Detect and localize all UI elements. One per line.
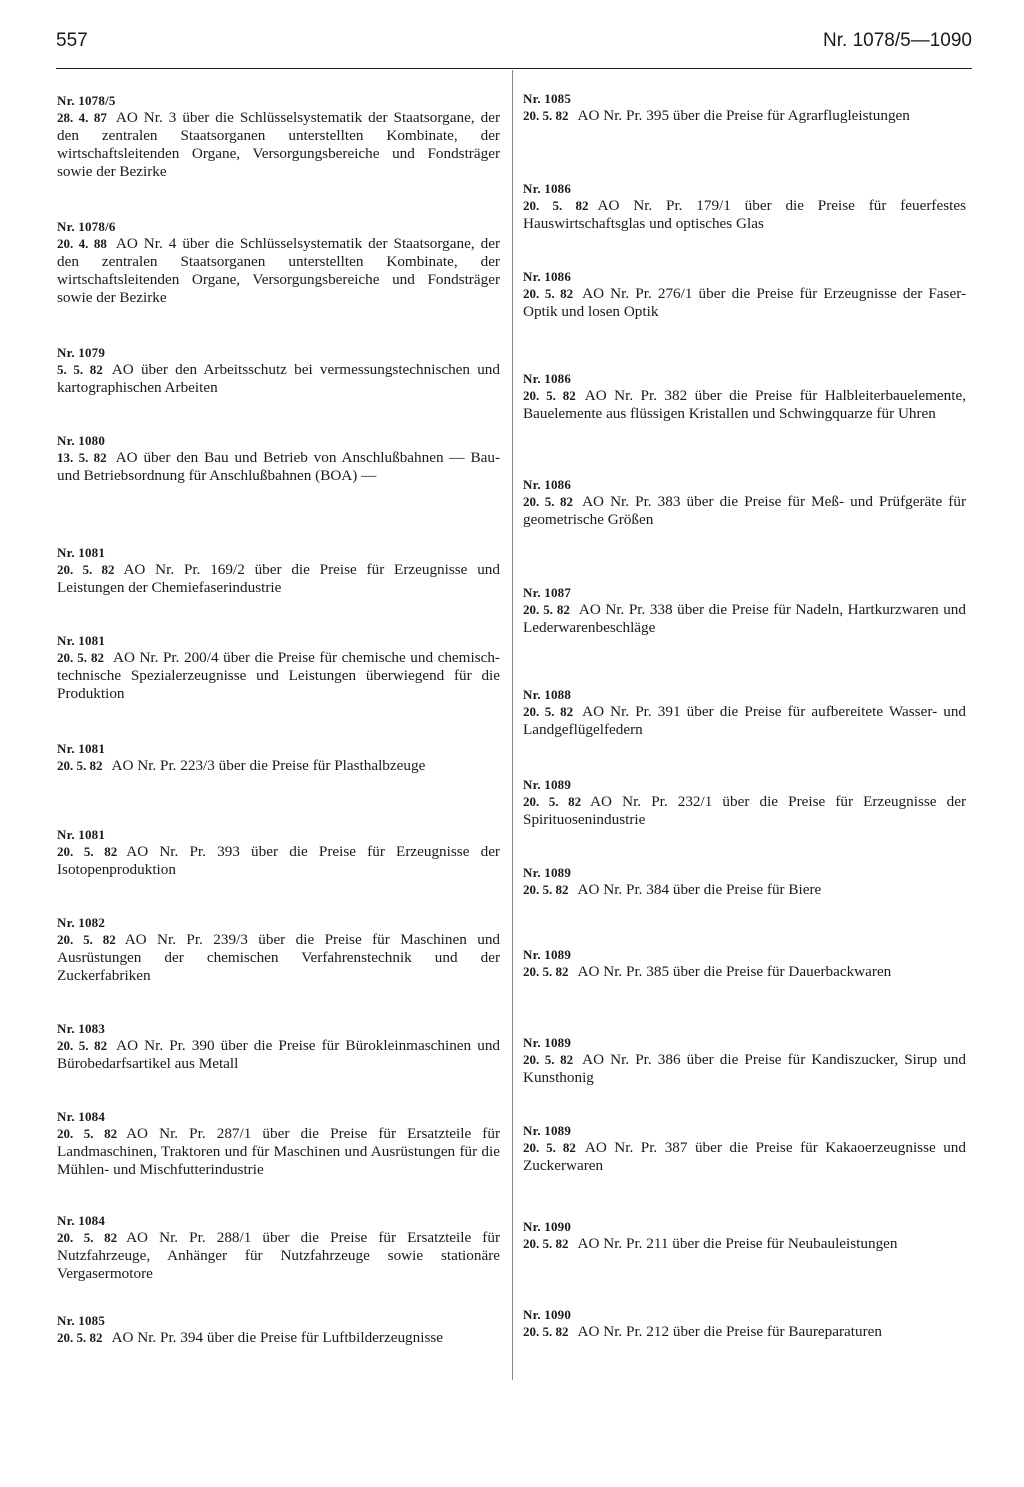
entry-number: Nr. 1089 (523, 865, 572, 880)
entry-title: AO Nr. Pr. 211 über die Preise für Neubauleistungen (577, 1235, 898, 1252)
entry-number: Nr. 1080 (57, 433, 106, 448)
entry-body (523, 387, 966, 423)
entry (57, 344, 500, 397)
entry (523, 584, 966, 637)
entry-date: 20. 5. 82 (523, 964, 569, 979)
entry-date: 20. 5. 82 (57, 650, 104, 665)
entry-number: Nr. 1086 (523, 269, 572, 284)
entry-number: Nr. 1085 (57, 1313, 106, 1328)
entry-title: AO über den Bau und Betrieb von Anschlußbahnen — Bau- und Betriebsordnung für Anschlußbahnen (BOA) — (57, 449, 501, 484)
entry-title: AO Nr. Pr. 223/3 über die Preise für Plasthalbzeuge (111, 757, 426, 774)
entry (523, 180, 966, 233)
entry-number: Nr. 1089 (523, 1123, 572, 1138)
entry-body (57, 561, 500, 597)
entry-date: 20. 5. 82 (523, 882, 569, 897)
entry-date: 20. 5. 82 (523, 108, 569, 123)
entry-title: AO Nr. Pr. 212 über die Preise für Baureparaturen (577, 1323, 883, 1340)
page-number: 557 (56, 30, 88, 51)
entry-number: Nr. 1081 (57, 827, 106, 842)
entry-body (523, 1139, 966, 1175)
entry (57, 740, 500, 775)
entry-body (523, 881, 966, 899)
column-divider (512, 70, 513, 1380)
entry (523, 370, 966, 423)
entry-title: AO Nr. Pr. 387 über die Preise für Kakaoerzeugnisse und Zuckerwaren (523, 1139, 966, 1174)
entry-body (57, 843, 500, 879)
entry-body (523, 493, 966, 529)
entry-date: 20. 5. 82 (523, 494, 574, 509)
entry-title: AO Nr. Pr. 385 über die Preise für Dauerbackwaren (577, 963, 892, 980)
entry-number: Nr. 1081 (57, 545, 106, 560)
entry (57, 632, 500, 703)
entry-title: AO Nr. Pr. 384 über die Preise für Biere (577, 881, 822, 898)
entry (523, 946, 966, 981)
entry-number: Nr. 1090 (523, 1219, 572, 1234)
entry-title: AO Nr. Pr. 169/2 über die Preise für Erzeugnisse und Leistungen der Chemiefaserindustrie (57, 561, 500, 596)
page-header (56, 30, 972, 66)
entry-body (57, 931, 500, 985)
entry-body (523, 285, 966, 321)
entry-title: AO Nr. Pr. 386 über die Preise für Kandiszucker, Sirup und Kunsthonig (523, 1051, 967, 1086)
entry-title: AO Nr. Pr. 179/1 über die Preise für feuerfestes Hauswirtschaftsglas und optisches Glas (523, 197, 966, 232)
entry-title: AO Nr. Pr. 382 über die Preise für Halbleiterbauelemente, Bauelemente aus flüssigen Kristallen und Schwingquarze für Uhren (523, 387, 966, 422)
entry-title: AO Nr. Pr. 200/4 über die Preise für chemische und chemisch-technische Spezialerzeugnisse und Leistungen überwiegend für die Produktion (57, 649, 500, 702)
entry-date: 20. 5. 82 (523, 602, 570, 617)
entry-date: 20. 5. 82 (523, 286, 574, 301)
entry-body (523, 1235, 966, 1253)
entry-title: AO Nr. Pr. 338 über die Preise für Nadeln, Hartkurzwaren und Lederwarenbeschläge (523, 601, 966, 636)
entry-number: Nr. 1078/5 (57, 93, 116, 108)
entry (523, 90, 966, 125)
entry (57, 92, 500, 181)
entry-date: 20. 5. 82 (57, 1230, 118, 1245)
entry (57, 218, 500, 307)
entry-number: Nr. 1085 (523, 91, 572, 106)
entry-number: Nr. 1079 (57, 345, 106, 360)
entry-body (57, 235, 500, 307)
entry-date: 28. 4. 87 (57, 110, 107, 125)
entry-number: Nr. 1084 (57, 1109, 106, 1124)
entry-date: 20. 5. 82 (57, 1038, 108, 1053)
entry-body (57, 449, 500, 485)
entry-body (523, 197, 966, 233)
entry-body (523, 107, 966, 125)
entry-date: 20. 5. 82 (523, 1052, 574, 1067)
entry (523, 776, 966, 829)
entry-date: 5. 5. 82 (57, 362, 103, 377)
entry-date: 20. 5. 82 (523, 1140, 576, 1155)
entry (57, 1108, 500, 1179)
entry-number: Nr. 1081 (57, 741, 106, 756)
entry-title: AO Nr. Pr. 393 über die Preise für Erzeugnisse der Isotopenproduktion (57, 843, 500, 878)
entry-body (57, 649, 500, 703)
entry-title: AO Nr. Pr. 394 über die Preise für Luftbilderzeugnisse (111, 1329, 444, 1346)
entry-number: Nr. 1087 (523, 585, 572, 600)
entry-date: 20. 5. 82 (57, 1126, 118, 1141)
entry (523, 268, 966, 321)
entry-date: 20. 5. 82 (523, 1236, 569, 1251)
entry-date: 20. 5. 82 (523, 1324, 569, 1339)
entry (57, 1020, 500, 1073)
entry-body (523, 703, 966, 739)
entry-body (523, 601, 966, 637)
entry-number: Nr. 1082 (57, 915, 106, 930)
entry (523, 1218, 966, 1253)
entry-date: 20. 5. 82 (523, 388, 576, 403)
entry-date: 20. 5. 82 (57, 758, 103, 773)
entry (57, 544, 500, 597)
entry-number: Nr. 1089 (523, 947, 572, 962)
entry-title: AO Nr. Pr. 287/1 über die Preise für Ersatzteile für Landmaschinen, Traktoren und für Maschinen und Ausrüstungen für die Mühlen- und Mischfutterindustrie (57, 1125, 501, 1178)
entry (523, 864, 966, 899)
entry-number: Nr. 1088 (523, 687, 572, 702)
entry (57, 914, 500, 985)
entry-title: AO Nr. Pr. 395 über die Preise für Agrarflugleistungen (577, 107, 910, 124)
entry-body (523, 963, 966, 981)
entry (523, 1122, 966, 1175)
entry-title: AO Nr. Pr. 276/1 über die Preise für Erzeugnisse der Faser-Optik und losen Optik (523, 285, 967, 320)
entry (523, 1306, 966, 1341)
entry-title: AO Nr. 4 über die Schlüsselsystematik der Staatsorgane, der den zentralen Staatsorganen unterstellten Kombinate, der wirtschaftsleitenden Organe, Versorgungsbereiche und Fondsträger sowie der Bezirke (57, 235, 500, 306)
entry (523, 686, 966, 739)
entry (57, 432, 500, 485)
entry-date: 20. 5. 82 (57, 562, 115, 577)
entry-title: AO Nr. Pr. 383 über die Preise für Meß- und Prüfgeräte für geometrische Größen (523, 493, 967, 528)
entry-number: Nr. 1083 (57, 1021, 106, 1036)
entry-title: AO Nr. 3 über die Schlüsselsystematik der Staatsorgane, der den zentralen Staatsorganen unterstellten Kombinate, der wirtschaftsleitenden Organe, Versorgungsbereiche und Fondsträger sowie der Bezirke (57, 109, 500, 180)
entry (57, 1212, 500, 1283)
entry-body (57, 361, 500, 397)
entry-number: Nr. 1078/6 (57, 219, 116, 234)
entry-number: Nr. 1086 (523, 181, 572, 196)
entry-date: 20. 5. 82 (523, 794, 582, 809)
entry-date: 20. 4. 88 (57, 236, 107, 251)
entry-body (57, 757, 500, 775)
entry-range: Nr. 1078/5—1090 (823, 30, 972, 51)
entry-title: AO Nr. Pr. 390 über die Preise für Bürokleinmaschinen und Bürobedarfsartikel aus Metall (57, 1037, 501, 1072)
entry-body (523, 1051, 966, 1087)
entry-number: Nr. 1081 (57, 633, 106, 648)
entry-number: Nr. 1090 (523, 1307, 572, 1322)
entry-body (57, 1125, 500, 1179)
entry-body (57, 1037, 500, 1073)
entry-date: 20. 5. 82 (523, 704, 574, 719)
entry-number: Nr. 1086 (523, 371, 572, 386)
entry-number: Nr. 1089 (523, 1035, 572, 1050)
entry-date: 13. 5. 82 (57, 450, 107, 465)
entry (523, 476, 966, 529)
entry-date: 20. 5. 82 (57, 844, 118, 859)
entry-date: 20. 5. 82 (57, 932, 116, 947)
entry-title: AO Nr. Pr. 391 über die Preise für aufbereitete Wasser- und Landgeflügelfedern (523, 703, 967, 738)
entry-title: AO Nr. Pr. 288/1 über die Preise für Ersatzteile für Nutzfahrzeuge, Anhänger für Nutzfahrzeuge sowie stationäre Vergasermotore (57, 1229, 501, 1282)
entry-body (57, 109, 500, 181)
entry (523, 1034, 966, 1087)
header-rule (56, 68, 972, 69)
entry-title: AO Nr. Pr. 239/3 über die Preise für Maschinen und Ausrüstungen der chemischen Verfahrenstechnik und der Zuckerfabriken (57, 931, 501, 984)
entry-date: 20. 5. 82 (523, 198, 589, 213)
entry-number: Nr. 1084 (57, 1213, 106, 1228)
entry-number: Nr. 1086 (523, 477, 572, 492)
entry-body (57, 1329, 500, 1347)
entry-date: 20. 5. 82 (57, 1330, 103, 1345)
entry (57, 826, 500, 879)
entry-body (523, 1323, 966, 1341)
entry-body (523, 793, 966, 829)
entry-title: AO über den Arbeitsschutz bei vermessungstechnischen und kartographischen Arbeiten (57, 361, 500, 396)
entry-number: Nr. 1089 (523, 777, 572, 792)
entry-title: AO Nr. Pr. 232/1 über die Preise für Erzeugnisse der Spirituosenindustrie (523, 793, 966, 828)
entry-body (57, 1229, 500, 1283)
entry (57, 1312, 500, 1347)
